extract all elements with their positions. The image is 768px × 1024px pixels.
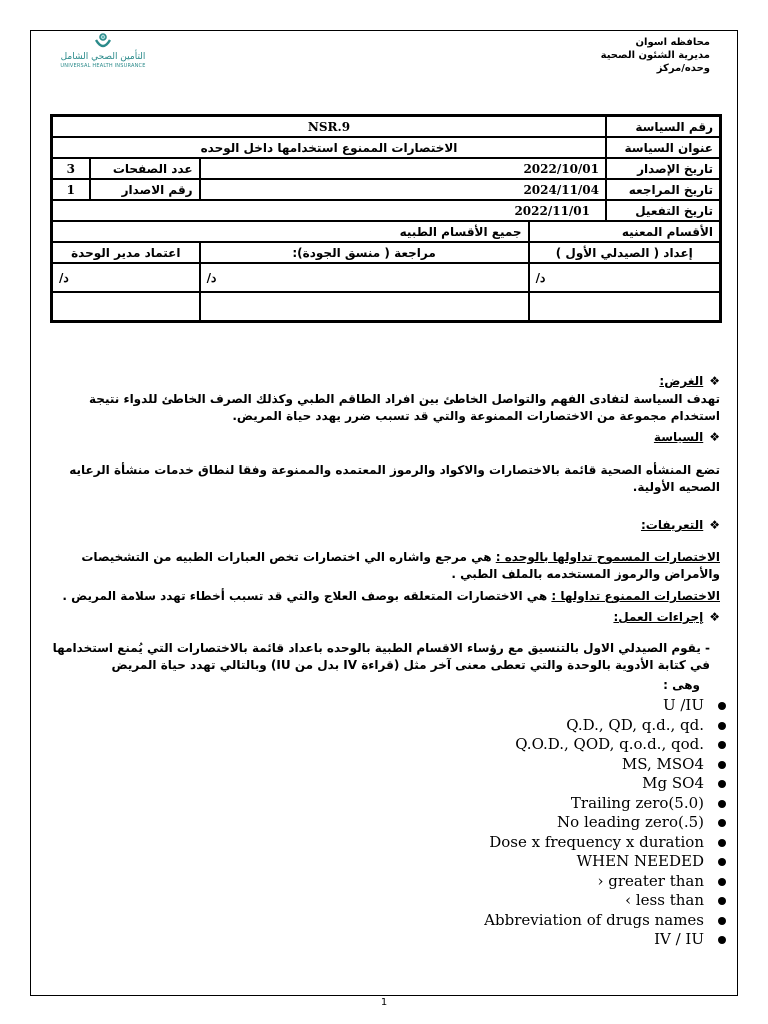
list-item: Abbreviation of drugs names [484, 911, 726, 931]
list-item: U /IU [484, 696, 726, 716]
policy-no-value: NSR.9 [52, 116, 607, 138]
dash-bullet: - [700, 641, 710, 655]
diamond-bullet-icon: ❖ [709, 518, 720, 532]
diamond-bullet-icon: ❖ [709, 430, 720, 444]
bullet-dot-icon [718, 917, 726, 925]
issue-date-label: تاريخ الإصدار [606, 158, 721, 179]
bullet-dot-icon [718, 741, 726, 749]
page-number: 1 [380, 997, 388, 1008]
list-item: › greater than [484, 872, 726, 892]
bullet-dot-icon [718, 780, 726, 788]
bullet-dot-icon [718, 800, 726, 808]
approved-signature: د/ [52, 263, 200, 292]
definition-forbidden [48, 588, 720, 605]
issue-date-value: 2022/10/01 [200, 158, 606, 179]
header-unit: وحده/مركز [656, 63, 710, 74]
policy-no-label: رقم السياسة [606, 116, 721, 138]
pages-label: عدد الصفحات [90, 158, 200, 179]
policy-title-label: عنوان السياسة [606, 137, 721, 158]
edition-value: 1 [52, 179, 90, 200]
definition-allowed [48, 549, 720, 583]
header-directorate: مديرية الشئون الصحية [600, 50, 710, 61]
list-item: Q.O.D., QOD, q.o.d., qod. [484, 735, 726, 755]
reviewed-signature: د/ [200, 263, 529, 292]
bullet-dot-icon [718, 936, 726, 944]
definition-forbidden-text: هي الاختصارات المتعلقه بوصف العلاج والتي قد تسبب أخطاء تهدد سلامة المريض . [62, 589, 552, 603]
uhi-logo [48, 32, 158, 72]
diamond-bullet-icon: ❖ [709, 374, 720, 388]
policy-title-value: الاختصارات الممنوع استخدامها داخل الوحده [52, 137, 607, 158]
bullet-dot-icon [718, 702, 726, 710]
prepared-signature: د/ [529, 263, 721, 292]
list-item: MS, MSO4 [484, 755, 726, 775]
policy-heading: ❖السياسة [653, 430, 720, 444]
list-item: WHEN NEEDED [484, 852, 726, 872]
bullet-dot-icon [718, 878, 726, 886]
purpose-heading: ❖الغرض: [659, 374, 720, 388]
review-date-label: تاريخ المراجعه [606, 179, 721, 200]
bullet-dot-icon [718, 722, 726, 730]
header-block [510, 36, 710, 75]
purpose-text: تهدف السياسة لتفادى الفهم والتواصل الخاطئ بين افراد الطاقم الطبي وكذلك الصرف الخاطئ للدواء نتيجة استخدام مجموعة من الاختصارات الممنوعة والتي قد تسبب ضرر يهدد حياة المريض. [89, 392, 720, 423]
list-item: No leading zero(.5) [484, 813, 726, 833]
definition-forbidden-term: الاختصارات الممنوع تداولها : [551, 589, 720, 603]
procedures-text: - يقوم الصيدلي الاول بالتنسيق مع رؤساء الاقسام الطبية بالوحده باعداد قائمة بالاختصارات التي يُمنع استخدامها في كتابة الأدوية بالوحدة والتي تعطى معنى آخر مثل (قراءة IV بدل من IU) وبالتالي تهدد حياة المريض [52, 641, 710, 672]
prepared-by-label: إعداد ( الصيدلي الأول ) [529, 242, 721, 263]
list-item: Dose x frequency x duration [484, 833, 726, 853]
list-item: IV / IU [484, 930, 726, 950]
bullet-dot-icon [718, 839, 726, 847]
logo-text-english: UNIVERSAL HEALTH INSURANCE [60, 63, 146, 69]
empty-cell [52, 292, 200, 322]
reviewed-by-label: مراجعة ( منسق الجودة): [200, 242, 529, 263]
forbidden-abbreviations-list [484, 696, 726, 950]
list-item: Q.D., QD, q.d., qd. [484, 716, 726, 736]
bullet-dot-icon [718, 897, 726, 905]
definition-allowed-text: هي مرجع واشاره الي اختصارات تخص العبارات الطبيه من التشخيصات والأمراض والرموز المستخدمه بالملف الطبي . [81, 550, 720, 581]
bullet-dot-icon [718, 858, 726, 866]
list-item: Trailing zero(5.0) [484, 794, 726, 814]
depts-label: الأقسام المعنيه [529, 221, 721, 242]
empty-cell [200, 292, 529, 322]
definition-allowed-term: الاختصارات المسموح تداولها بالوحده : [495, 550, 720, 564]
list-item: ‹ less than [484, 891, 726, 911]
diamond-bullet-icon: ❖ [709, 610, 720, 624]
bullet-dot-icon [718, 819, 726, 827]
logo-text-arabic: التأمين الصحي الشامل [60, 52, 146, 62]
procedures-tail: وهى : [663, 678, 700, 692]
depts-value: جميع الأقسام الطبيه [52, 221, 529, 242]
list-item: Mg SO4 [484, 774, 726, 794]
activation-date-label: تاريخ التفعيل [606, 200, 721, 221]
activation-date-value: 2022/11/01 [52, 200, 607, 221]
policy-meta-table [50, 114, 722, 323]
policy-text: تضع المنشأه الصحية قائمة بالاختصارات والاكواد والرموز المعتمده والممنوعة وفقا لنطاق خدمات منشأة الرعايه الصحيه الأولية. [69, 463, 720, 494]
pages-value: 3 [52, 158, 90, 179]
review-date-value: 2024/11/04 [200, 179, 606, 200]
uhi-logo-icon [90, 32, 116, 52]
approved-by-label: اعتماد مدير الوحدة [52, 242, 200, 263]
header-governorate: محافظه اسوان [635, 37, 710, 48]
edition-label: رقم الاصدار [90, 179, 200, 200]
definitions-heading: ❖التعريفات: [640, 518, 720, 532]
empty-cell [529, 292, 721, 322]
procedures-heading: ❖إجراءات العمل: [613, 610, 720, 624]
bullet-dot-icon [718, 761, 726, 769]
